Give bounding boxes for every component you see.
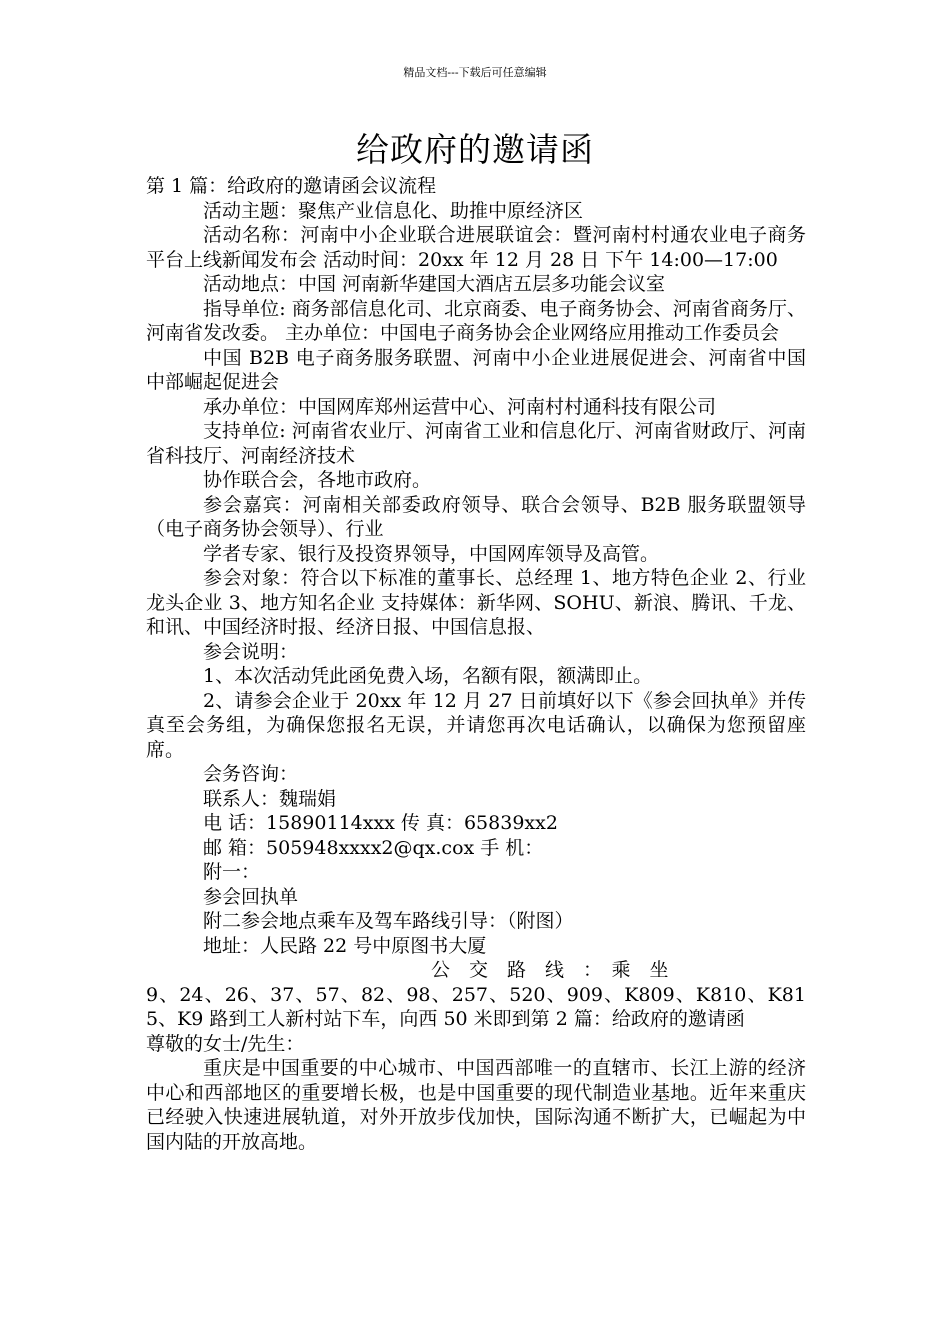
route-heading: 公 交 路 线 ： 乘 坐: [431, 959, 669, 981]
paragraph: 中国 B2B 电子商务服务联盟、河南中小企业进展促进会、河南省中国中部崛起促进会: [146, 346, 806, 393]
paragraph: 附一：: [203, 861, 261, 883]
page-header: 精品文档---下载后可任意编辑: [403, 66, 547, 79]
paragraph: 指导单位: 商务部信息化司、北京商委、电子商务协会、河南省商务厅、河南省发改委。 主办单位：中国电子商务协会企业网络应用推动工作委员会: [146, 297, 806, 344]
paragraph: 承办单位：中国网库郑州运营中心、河南村村通科技有限公司: [203, 395, 717, 418]
closing-paragraph: 重庆是中国重要的中心城市、中国西部唯一的直辖市、长江上游的经济中心和西部地区的重要增长极，也是中国重要的现代制造业基地。近年来重庆已经驶入快速进展轨道，对外开放步伐加快，国际沟通不断扩大，已崛起为中国内陆的开放高地。: [146, 1057, 806, 1153]
document-body: [146, 174, 806, 1154]
paragraph: 联系人：魏瑞娟: [203, 787, 337, 810]
paragraph: 活动地点：中国 河南新华建国大酒店五层多功能会议室: [203, 273, 666, 295]
paragraph: 活动名称：河南中小企业联合进展联谊会：暨河南村村通农业电子商务平台上线新闻发布会 活动时间：20xx 年 12 月 28 日 下午 14:00—17:00: [146, 224, 806, 271]
paragraph: 协作联合会，各地市政府。: [203, 469, 432, 491]
paragraph: 电 话：15890114xxx 传 真：65839xx2: [203, 812, 558, 834]
paragraph: 会务咨询：: [203, 763, 299, 785]
paragraph: 附二参会地点乘车及驾车路线引导：（附图）: [203, 910, 574, 932]
route-body: 9、24、26、37、57、82、98、257、520、909、K809、K810、K815、K9 路到工人新村站下车，向西 50 米即到第 2 篇：给政府的邀请函: [146, 983, 806, 1030]
salutation: 尊敬的女士/先生：: [146, 1032, 305, 1055]
paragraph: 邮 箱：505948xxxx2@qx.cox 手 机：: [203, 836, 544, 859]
paragraph: 活动主题：聚焦产业信息化、助推中原经济区: [203, 199, 584, 222]
paragraph: 支持单位: 河南省农业厅、河南省工业和信息化厅、河南省财政厅、河南省科技厅、河南经济技术: [146, 420, 806, 467]
paragraph: 参会回执单: [203, 885, 299, 908]
paragraph: 第 1 篇：给政府的邀请函会议流程: [146, 175, 437, 197]
paragraph: 地址：人民路 22 号中原图书大厦: [203, 934, 487, 957]
paragraph: 2、请参会企业于 20xx 年 12 月 27 日前填好以下《参会回执单》并传真至会务组，为确保您报名无误，并请您再次电话确认，以确保为您预留座席。: [146, 689, 806, 761]
paragraph: 参会嘉宾：河南相关部委政府领导、联合会领导、B2B 服务联盟领导（电子商务协会领导）、行业: [146, 493, 806, 540]
document-title: 给政府的邀请函: [356, 130, 594, 169]
paragraph: 参会对象：符合以下标准的董事长、总经理 1、地方特色企业 2、行业龙头企业 3、地方知名企业 支持媒体：新华网、SOHU、新浪、腾讯、千龙、和讯、中国经济时报、经济日报、中国信息报、: [146, 567, 806, 638]
paragraph: 1、本次活动凭此函免费入场，名额有限，额满即止。: [203, 665, 653, 687]
paragraph: 参会说明：: [203, 640, 299, 663]
paragraph: 学者专家、银行及投资界领导，中国网库领导及高管。: [203, 542, 660, 565]
